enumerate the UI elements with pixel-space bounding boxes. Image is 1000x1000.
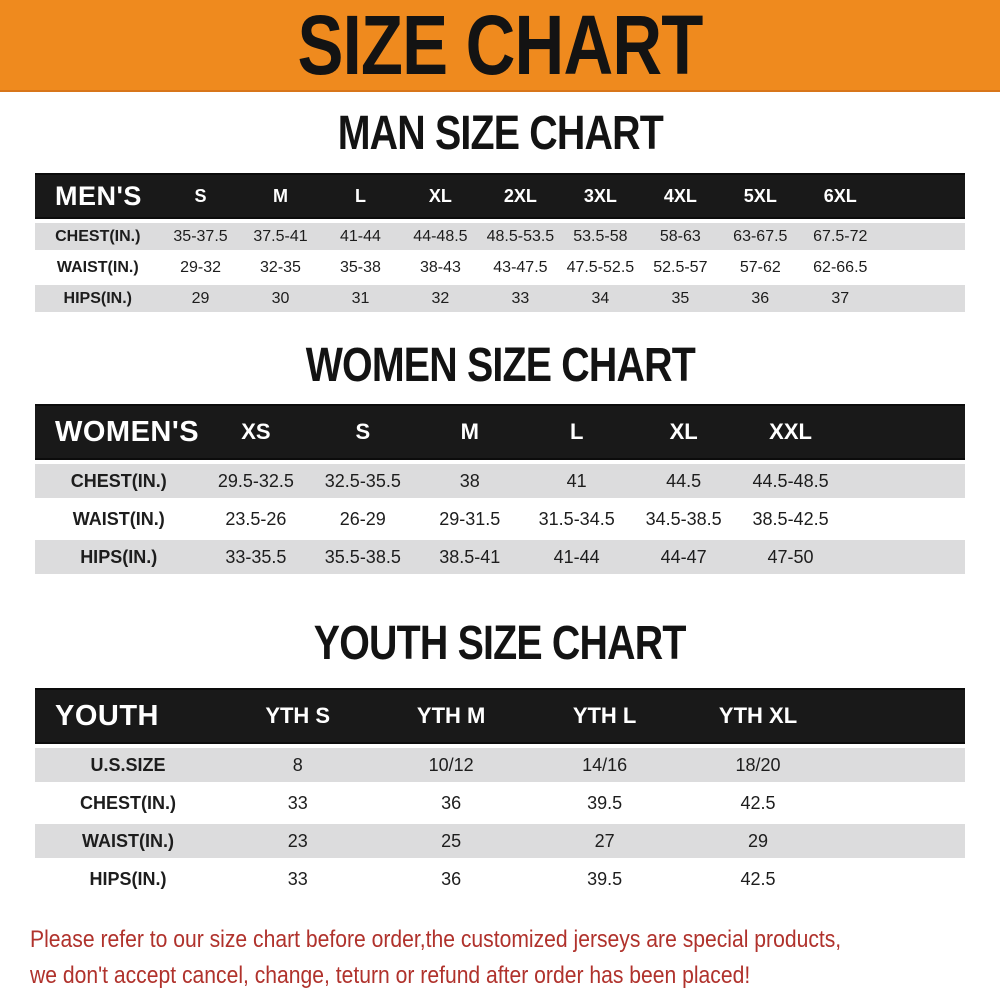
size-column-header: XS [202,404,309,460]
header-spacer [880,173,965,219]
size-value: 23.5-26 [202,498,309,536]
size-column-header: 3XL [560,173,640,219]
size-value: 39.5 [528,782,681,820]
size-column-header: XXL [737,404,844,460]
size-value: 34 [560,281,640,312]
size-value: 53.5-58 [560,219,640,250]
size-value: 31 [320,281,400,312]
table-row [35,820,965,858]
size-value: 35-38 [320,250,400,281]
row-spacer [844,460,965,498]
row-spacer [835,744,965,782]
size-value: 47-50 [737,536,844,574]
row-label: WAIST(IN.) [35,250,161,281]
table-corner-label: YOUTH [35,688,221,744]
size-value: 29 [161,281,241,312]
page-title [253,0,747,90]
size-column-header: YTH L [528,688,681,744]
section-youth-size-chart [0,617,1000,896]
section-title [0,339,1000,392]
size-value: 38-43 [400,250,480,281]
size-value: 33-35.5 [202,536,309,574]
size-value: 39.5 [528,858,681,896]
row-label: CHEST(IN.) [35,782,221,820]
row-label: HIPS(IN.) [35,281,161,312]
size-value: 25 [374,820,527,858]
size-column-header: L [523,404,630,460]
size-value: 29-31.5 [416,498,523,536]
section-men-size-chart [0,107,1000,312]
men-size-table [35,173,965,312]
banner [0,0,1000,92]
table-row [35,219,965,250]
size-value: 29.5-32.5 [202,460,309,498]
size-value: 36 [374,858,527,896]
section-women-size-chart [0,339,1000,574]
row-label: WAIST(IN.) [35,498,202,536]
row-label: CHEST(IN.) [35,460,202,498]
table-header-row [35,688,965,744]
size-value: 14/16 [528,744,681,782]
note-line-1: Please refer to our size chart before order,the customized jerseys are special products, [30,926,842,953]
size-value: 44.5 [630,460,737,498]
table-corner-label: WOMEN'S [35,404,202,460]
table-header-row [35,404,965,460]
note-line-2: we don't accept cancel, change, teturn or refund after order has been placed! [30,962,751,989]
size-column-header: 5XL [720,173,800,219]
size-value: 41-44 [523,536,630,574]
size-value: 38.5-41 [416,536,523,574]
size-value: 29 [681,820,834,858]
row-spacer [844,536,965,574]
size-value: 37 [800,281,880,312]
size-value: 44-48.5 [400,219,480,250]
header-spacer [844,404,965,460]
size-value: 33 [221,858,374,896]
size-value: 36 [720,281,800,312]
size-value: 36 [374,782,527,820]
size-value: 44-47 [630,536,737,574]
size-column-header: L [320,173,400,219]
size-value: 18/20 [681,744,834,782]
size-value: 35-37.5 [161,219,241,250]
size-column-header: M [241,173,321,219]
size-value: 37.5-41 [241,219,321,250]
table-row [35,460,965,498]
size-value: 63-67.5 [720,219,800,250]
row-label: U.S.SIZE [35,744,221,782]
size-column-header: 6XL [800,173,880,219]
size-column-header: YTH XL [681,688,834,744]
table-row [35,744,965,782]
size-value: 29-32 [161,250,241,281]
size-value: 32 [400,281,480,312]
table-row [35,498,965,536]
size-value: 41 [523,460,630,498]
page-title-text: SIZE CHART [297,0,703,92]
size-column-header: XL [400,173,480,219]
table-row [35,536,965,574]
row-spacer [835,820,965,858]
size-value: 34.5-38.5 [630,498,737,536]
header-spacer [835,688,965,744]
women-size-table [35,404,965,574]
size-value: 23 [221,820,374,858]
row-label: CHEST(IN.) [35,219,161,250]
size-value: 31.5-34.5 [523,498,630,536]
row-spacer [880,219,965,250]
section-title-text: YOUTH SIZE CHART [314,617,686,670]
size-value: 42.5 [681,858,834,896]
section-title [0,617,1000,670]
size-value: 48.5-53.5 [480,219,560,250]
size-value: 32-35 [241,250,321,281]
size-value: 32.5-35.5 [309,460,416,498]
size-value: 33 [221,782,374,820]
size-chart-sections [0,107,1000,896]
size-value: 38.5-42.5 [737,498,844,536]
size-value: 35.5-38.5 [309,536,416,574]
size-value: 42.5 [681,782,834,820]
size-value: 52.5-57 [640,250,720,281]
table-row [35,858,965,896]
size-column-header: 4XL [640,173,720,219]
table-row [35,782,965,820]
table-header-row [35,173,965,219]
row-spacer [835,782,965,820]
row-spacer [880,281,965,312]
size-value: 10/12 [374,744,527,782]
size-value: 57-62 [720,250,800,281]
section-title [0,107,1000,160]
size-value: 30 [241,281,321,312]
size-value: 44.5-48.5 [737,460,844,498]
row-label: HIPS(IN.) [35,536,202,574]
size-column-header: XL [630,404,737,460]
size-value: 33 [480,281,560,312]
row-spacer [880,250,965,281]
table-row [35,250,965,281]
size-column-header: YTH S [221,688,374,744]
size-value: 62-66.5 [800,250,880,281]
size-column-header: S [161,173,241,219]
size-value: 35 [640,281,720,312]
section-title-text: WOMEN SIZE CHART [305,339,695,392]
row-label: HIPS(IN.) [35,858,221,896]
size-value: 26-29 [309,498,416,536]
youth-size-table [35,688,965,896]
size-column-header: YTH M [374,688,527,744]
size-value: 27 [528,820,681,858]
size-value: 8 [221,744,374,782]
row-spacer [844,498,965,536]
row-spacer [835,858,965,896]
row-label: WAIST(IN.) [35,820,221,858]
size-value: 67.5-72 [800,219,880,250]
size-column-header: M [416,404,523,460]
size-value: 47.5-52.5 [560,250,640,281]
table-corner-label: MEN'S [35,173,161,219]
size-value: 58-63 [640,219,720,250]
size-column-header: S [309,404,416,460]
section-title-text: MAN SIZE CHART [337,107,663,160]
size-value: 41-44 [320,219,400,250]
size-value: 43-47.5 [480,250,560,281]
size-value: 38 [416,460,523,498]
table-row [35,281,965,312]
size-column-header: 2XL [480,173,560,219]
order-note [30,922,884,994]
